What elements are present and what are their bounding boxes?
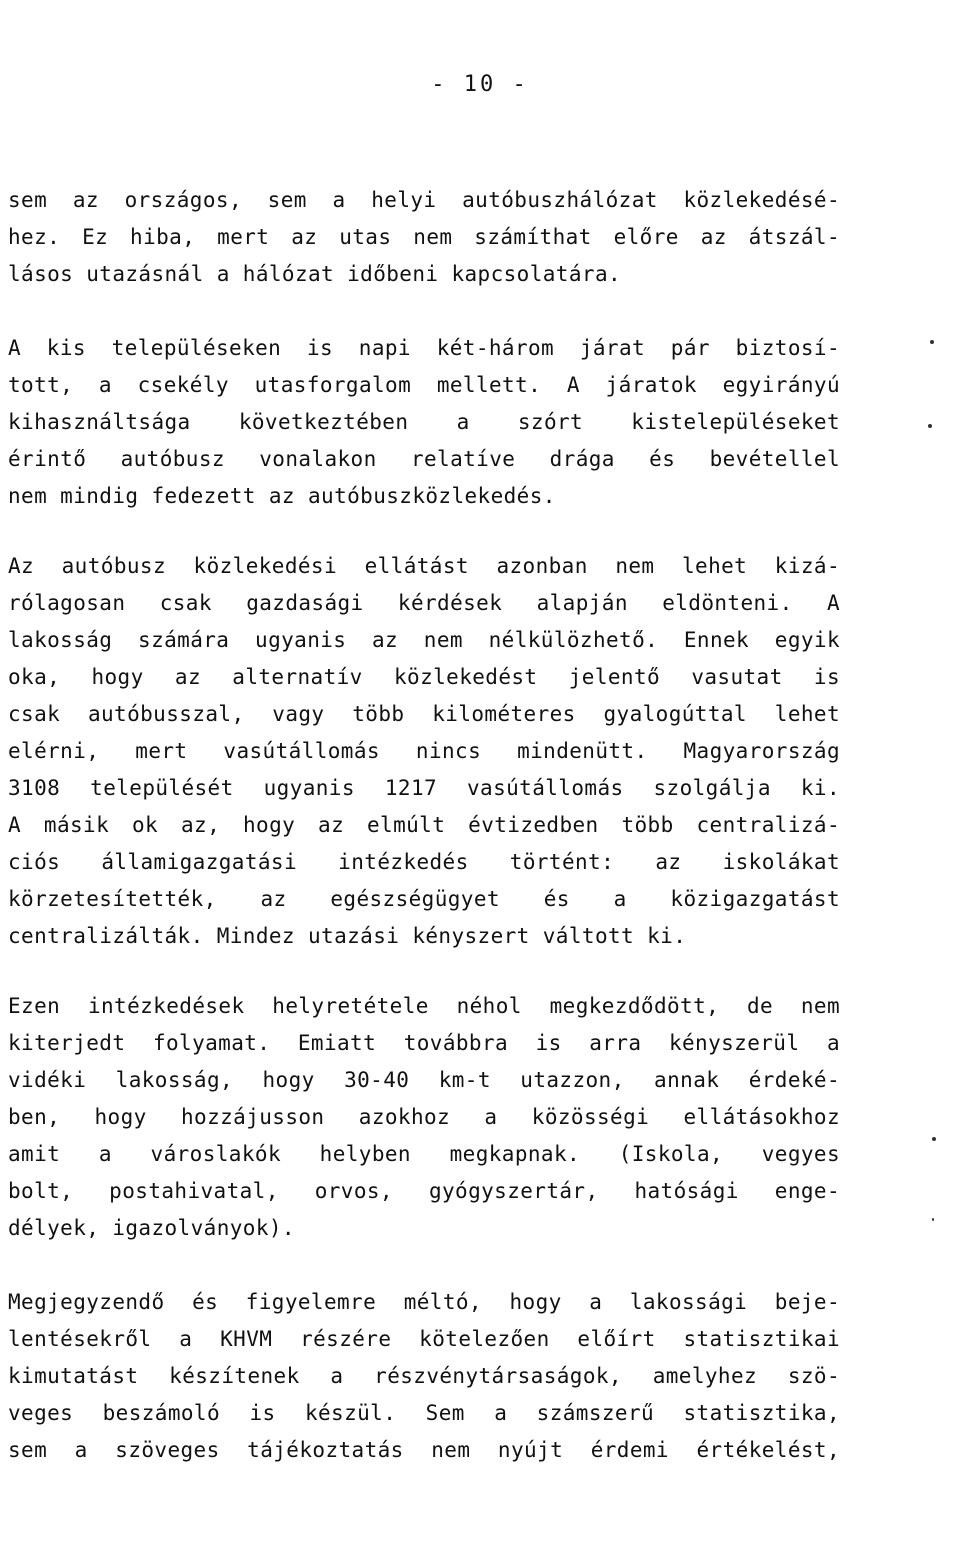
text-line: A másik ok az, hogy az elmúlt évtizedben több centralizá- [8, 813, 840, 837]
text-line: centralizálták. Mindez utazási kényszert váltott ki. [8, 924, 687, 948]
scan-speck [930, 340, 934, 344]
text-line: Ezen intézkedések helyretétele néhol megkezdődött, de nem [8, 994, 840, 1018]
paragraph-4 [8, 988, 840, 1247]
text-line: 3108 települését ugyanis 1217 vasútállomás szolgálja ki. [8, 776, 840, 800]
text-line: A kis településeken is napi két-három járat pár biztosí- [8, 336, 840, 360]
text-line: oka, hogy az alternatív közlekedést jelentő vasutat is [8, 665, 840, 689]
text-line: tott, a csekély utasforgalom mellett. A járatok egyirányú [8, 373, 840, 397]
text-line: körzetesítették, az egészségügyet és a közigazgatást [8, 887, 840, 911]
text-line: hez. Ez hiba, mert az utas nem számíthat előre az átszál- [8, 225, 840, 249]
paragraph-1 [8, 182, 840, 293]
text-line: Megjegyzendő és figyelemre méltó, hogy a lakossági beje- [8, 1290, 840, 1314]
text-line: délyek, igazolványok). [8, 1216, 295, 1240]
text-line: nem mindig fedezett az autóbuszközlekedés. [8, 484, 556, 508]
paragraph-5 [8, 1284, 840, 1469]
text-line: ben, hogy hozzájusson azokhoz a közösségi ellátásokhoz [8, 1105, 840, 1129]
scan-speck [928, 424, 932, 428]
text-line: elérni, mert vasútállomás nincs mindenütt. Magyarország [8, 739, 840, 763]
text-line: kiterjedt folyamat. Emiatt továbbra is arra kényszerül a [8, 1031, 840, 1055]
text-line: veges beszámoló is készül. Sem a számszerű statisztika, [8, 1401, 840, 1425]
text-line: sem a szöveges tájékoztatás nem nyújt érdemi értékelést, [8, 1438, 840, 1462]
text-line: kihasználtsága következtében a szórt kistelepüléseket [8, 410, 840, 434]
text-line: lentésekről a KHVM részére kötelezően előírt statisztikai [8, 1327, 840, 1351]
paragraph-2 [8, 330, 840, 515]
text-line: vidéki lakosság, hogy 30-40 km-t utazzon, annak érdeké- [8, 1068, 840, 1092]
text-line: érintő autóbusz vonalakon relatíve drága és bevétellel [8, 447, 840, 471]
text-line: lásos utazásnál a hálózat időbeni kapcsolatára. [8, 262, 622, 286]
text-line: kimutatást készítenek a részvénytársaságok, amelyhez szö- [8, 1364, 840, 1388]
scan-speck [932, 1218, 934, 1221]
text-line: bolt, postahivatal, orvos, gyógyszertár, hatósági enge- [8, 1179, 840, 1203]
paragraph-3 [8, 548, 840, 955]
text-line: ciós államigazgatási intézkedés történt: az iskolákat [8, 850, 840, 874]
page-number: - 10 - [431, 72, 529, 97]
text-line: lakosság számára ugyanis az nem nélkülözhető. Ennek egyik [8, 628, 840, 652]
text-line: Az autóbusz közlekedési ellátást azonban nem lehet kizá- [8, 554, 840, 578]
text-line: rólagosan csak gazdasági kérdések alapján eldönteni. A [8, 591, 840, 615]
text-line: sem az országos, sem a helyi autóbuszhálózat közlekedésé- [8, 188, 840, 212]
text-line: amit a városlakók helyben megkapnak. (Iskola, vegyes [8, 1142, 840, 1166]
scan-speck [932, 1137, 936, 1141]
text-line: csak autóbusszal, vagy több kilométeres gyalogúttal lehet [8, 702, 840, 726]
